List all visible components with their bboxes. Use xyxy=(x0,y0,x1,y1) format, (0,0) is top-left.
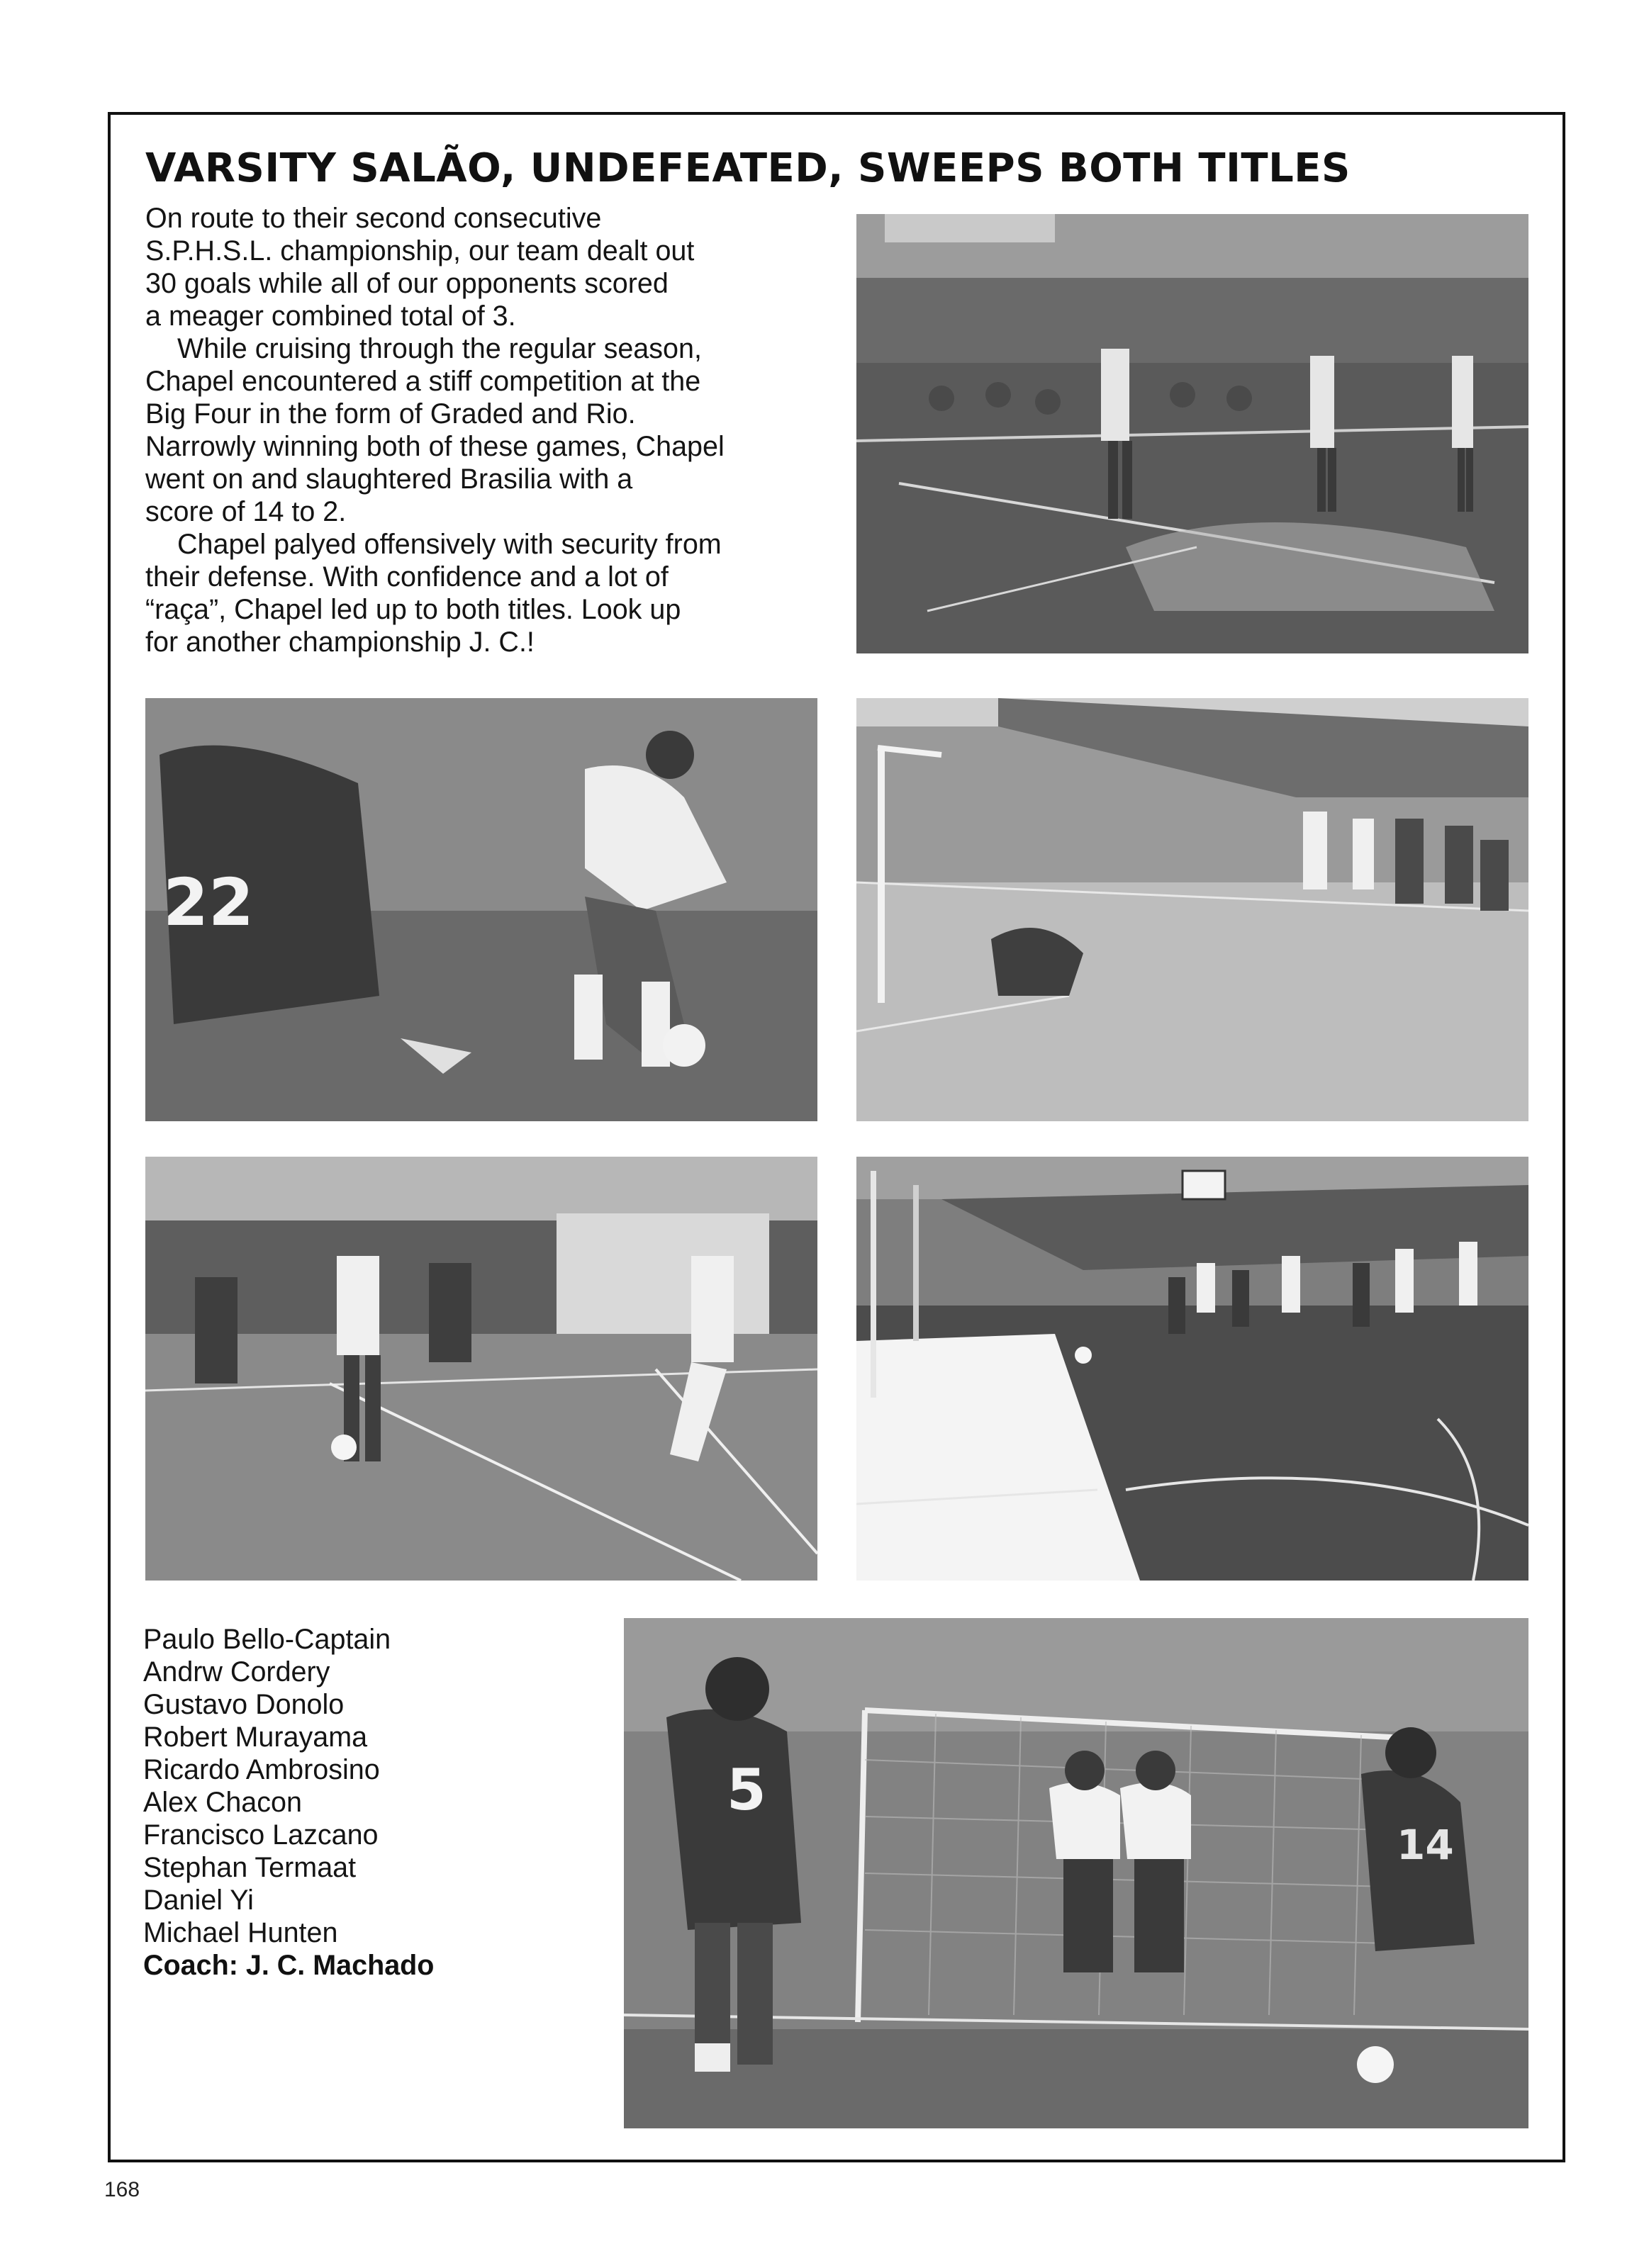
jersey-number-14: 14 xyxy=(1397,1821,1454,1869)
body-line: S.P.H.S.L. championship, our team dealt out xyxy=(145,235,695,266)
body-line: “raça”, Chapel led up to both titles. Look up xyxy=(145,594,681,625)
jersey-number-5: 5 xyxy=(727,1757,766,1823)
photo-wide-court-goal xyxy=(856,1157,1528,1581)
photo-court-action-ball xyxy=(145,1157,817,1581)
roster-player: Paulo Bello-Captain xyxy=(143,1624,391,1655)
photo-court-players-striped xyxy=(856,214,1528,653)
body-line: Big Four in the form of Graded and Rio. xyxy=(145,398,636,430)
roster-player: Stephan Termaat xyxy=(143,1852,357,1883)
article-title: VARSITY SALÃO, UNDEFEATED, SWEEPS BOTH TITLES xyxy=(145,145,1351,191)
photo-player-22-ball xyxy=(145,698,817,1121)
roster-list xyxy=(143,1623,391,1949)
body-line: for another championship J. C.! xyxy=(145,627,535,658)
photo-goal-keeper-floor xyxy=(856,698,1528,1121)
roster-player: Daniel Yi xyxy=(143,1885,254,1916)
body-line: their defense. With confidence and a lot of xyxy=(145,561,669,593)
player-list xyxy=(143,1623,391,1949)
body-line: 30 goals while all of our opponents scored xyxy=(145,268,669,299)
roster-player: Gustavo Donolo xyxy=(143,1689,345,1720)
roster-player: Andrw Cordery xyxy=(143,1656,330,1688)
body-line: score of 14 to 2. xyxy=(145,496,347,527)
roster-player: Robert Murayama xyxy=(143,1722,368,1753)
body-line: went on and slaughtered Brasilia with a xyxy=(145,464,633,495)
roster-player: Michael Hunten xyxy=(143,1917,338,1948)
body-line: Narrowly winning both of these games, Chapel xyxy=(145,431,725,462)
body-line: While cruising through the regular season, xyxy=(177,333,702,364)
body-line: Chapel palyed offensively with security from xyxy=(177,529,722,560)
body-line: Chapel encountered a stiff competition at the xyxy=(145,366,701,397)
body-line: On route to their second consecutive xyxy=(145,203,602,234)
roster-coach: Coach: J. C. Machado xyxy=(143,1950,435,1981)
photo-goal-players-5-14 xyxy=(624,1618,1528,2128)
roster-player: Ricardo Ambrosino xyxy=(143,1754,380,1785)
page-number: 168 xyxy=(104,2178,140,2201)
roster-player: Francisco Lazcano xyxy=(143,1819,379,1851)
roster-player: Alex Chacon xyxy=(143,1787,302,1818)
body-line: a meager combined total of 3. xyxy=(145,301,516,332)
jersey-number-22: 22 xyxy=(163,865,255,941)
article-body xyxy=(145,202,826,658)
